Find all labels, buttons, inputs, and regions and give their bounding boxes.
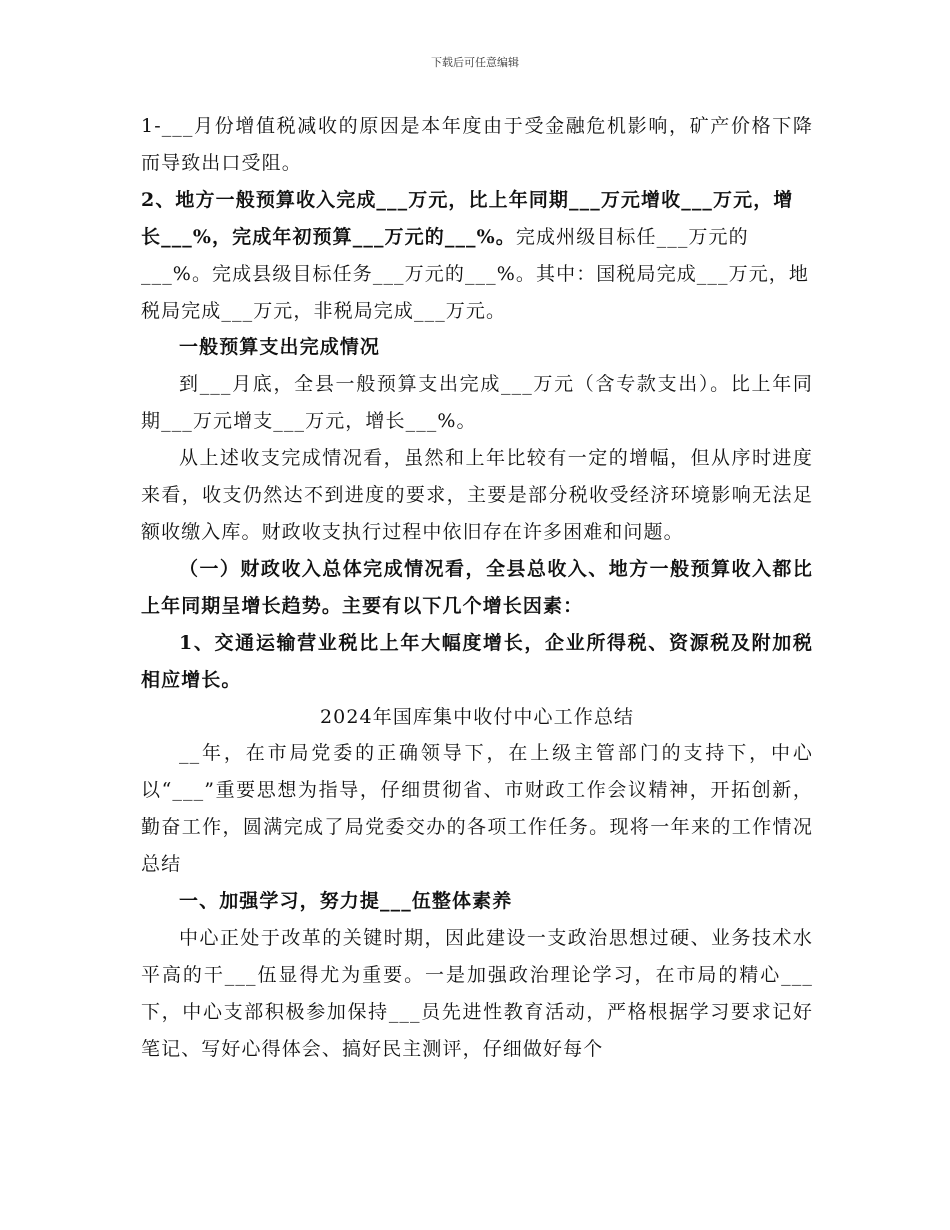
paragraph-expenditure: 到___月底，全县一般预算支出完成___万元（含专款支出）。比上年同期___万元增支___万元，增长___%。 [141, 373, 813, 433]
paragraph-local-budget-revenue: 2、地方一般预算收入完成___万元，比上年同期___万元增收___万元，增长___%，完成年初预算___万元的___%。 [141, 188, 794, 248]
document-title: 2024年国库集中收付中心工作总结 [319, 705, 635, 728]
paragraph-analysis: 从上述收支完成情况看，虽然和上年比较有一定的增幅，但从序时进度来看，收支仍然达不到进度的要求，主要是部分税收受经济环境影响无法足额收缴入库。财政收支执行过程中依旧存在许多困难和问题。 [141, 447, 813, 543]
document-body [141, 108, 813, 1068]
page-header: 下载后可任意编辑 [431, 56, 519, 69]
section-heading-study: 一、加强学习，努力提___伍整体素养 [179, 890, 513, 913]
paragraph-target-completion: 完成州级目标任___万元的___%。完成县级目标任务___万元的___%。其中：国税局完成___万元，地税局完成___万元，非税局完成___万元。 [141, 225, 810, 322]
section-heading-expenditure: 一般预算支出完成情况 [179, 336, 381, 359]
paragraph-revenue-overview: （一）财政收入总体完成情况看，全县总收入、地方一般预算收入都比上年同期呈增长趋势。主要有以下几个增长因素： [141, 557, 813, 617]
paragraph-study: 中心正处于改革的关键时期，因此建设一支政治思想过硬、业务技术水平高的干___伍显得尤为重要。一是加强政治理论学习，在市局的精心___下，中心支部积极参加保持___员先进性教育活动，严格根据学习要求记好笔记、写好心得体会、搞好民主测评，仔细做好每个 [141, 926, 813, 1060]
paragraph-growth-factor: 1、交通运输营业税比上年大幅度增长，企业所得税、资源税及附加税相应增长。 [141, 631, 813, 691]
paragraph-vat-reduction: 1-___月份增值税减收的原因是本年度由于受金融危机影响，矿产价格下降而导致出口受阻。 [141, 115, 813, 174]
paragraph-intro: __年，在市局党委的正确领导下，在上级主管部门的支持下，中心以“___”重要思想为指导，仔细贯彻省、市财政工作会议精神，开拓创新，勤奋工作，圆满完成了局党委交办的各项工作任务。现将一年来的工作情况总结 [141, 742, 813, 876]
